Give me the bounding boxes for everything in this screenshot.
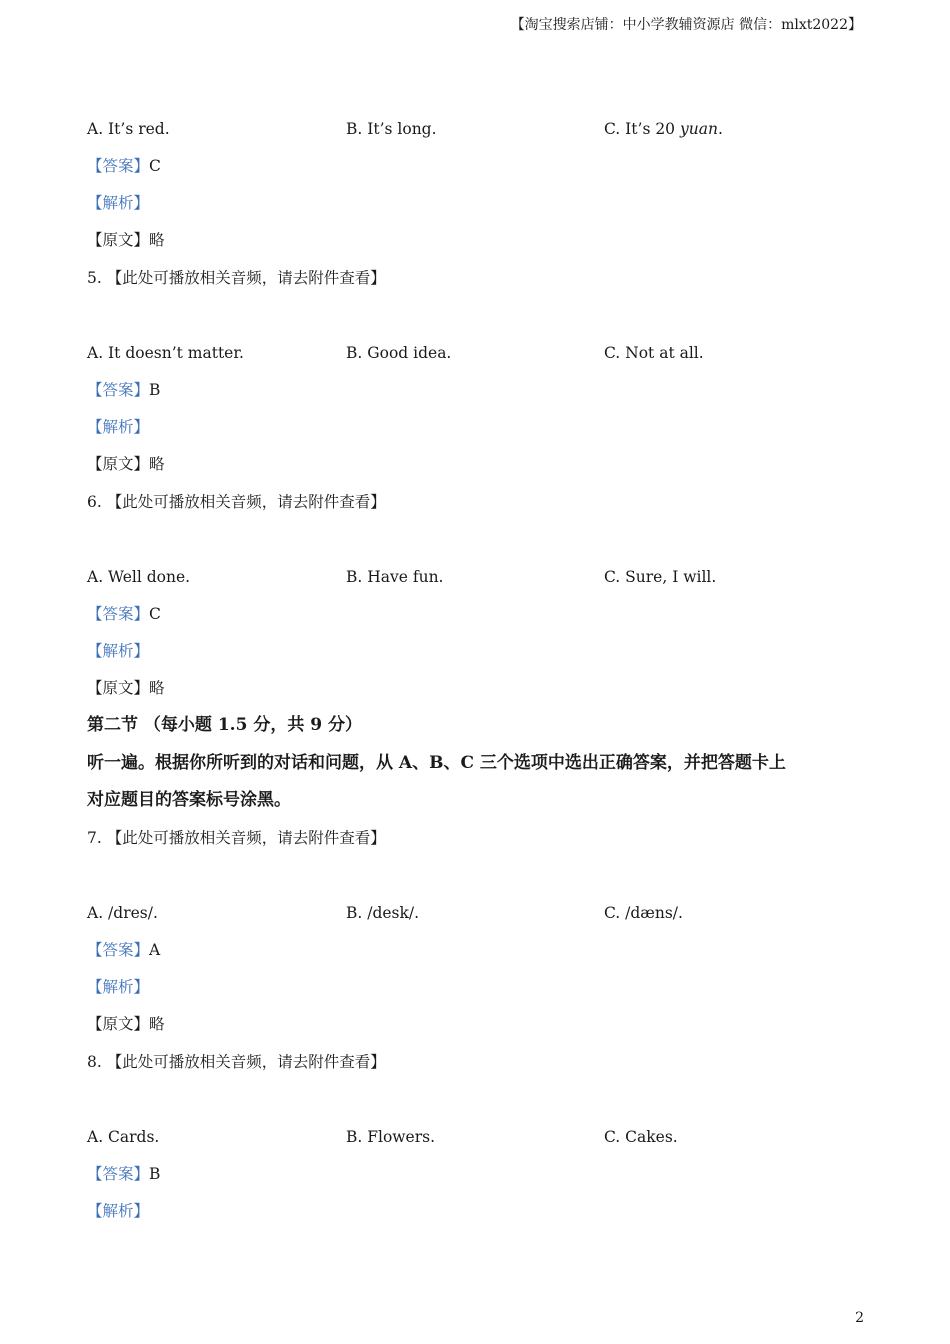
q7-original (87, 1013, 165, 1035)
q5-original (87, 453, 165, 475)
original-label: 【原文】 (87, 1015, 150, 1033)
answer-value: C (149, 157, 161, 175)
q5-answer (87, 379, 160, 401)
original-value: 略 (149, 679, 165, 697)
answer-label: 【答案】 (87, 605, 150, 623)
q8-answer (87, 1163, 160, 1185)
page-number: 2 (855, 1310, 864, 1326)
q6-prompt (87, 491, 386, 513)
answer-value: C (149, 605, 161, 623)
q8-option-a: A. Cards. (87, 1128, 160, 1146)
answer-label: 【答案】 (87, 1165, 150, 1183)
q5-number: 5. (87, 269, 102, 287)
original-value: 略 (149, 1015, 165, 1033)
answer-label: 【答案】 (87, 157, 150, 175)
q4-option-b: B. It’s long. (346, 120, 437, 138)
q6-analysis: 【解析】 (87, 642, 150, 660)
answer-value: B (149, 1165, 161, 1183)
answer-value: A (149, 941, 161, 959)
q5-option-c: C. Not at all. (604, 344, 704, 362)
q7-option-c: C. /dæns/. (604, 904, 683, 922)
section2-instructions-1: 听一遍。根据你所听到的对话和问题，从 A、B、C 三个选项中选出正确答案，并把答题卡上 (87, 753, 786, 773)
section2-title: 第二节 （每小题 1.5 分，共 9 分） (87, 715, 362, 735)
audio-note: 【此处可播放相关音频，请去附件查看】 (106, 1053, 386, 1071)
answer-label: 【答案】 (87, 381, 150, 399)
q8-option-c: C. Cakes. (604, 1128, 678, 1146)
q5-analysis: 【解析】 (87, 418, 150, 436)
q6-original (87, 677, 165, 699)
audio-note: 【此处可播放相关音频，请去附件查看】 (106, 829, 386, 847)
q7-analysis: 【解析】 (87, 978, 150, 996)
q8-analysis: 【解析】 (87, 1202, 150, 1220)
q8-prompt (87, 1051, 386, 1073)
q4-option-c-prefix: C. It’s 20 (604, 120, 680, 138)
q6-option-a: A. Well done. (87, 568, 191, 586)
q8-number: 8. (87, 1053, 102, 1071)
original-value: 略 (149, 231, 165, 249)
q8-option-b: B. Flowers. (346, 1128, 436, 1146)
q4-option-c-italic: yuan (679, 120, 718, 138)
original-label: 【原文】 (87, 679, 150, 697)
q4-option-c (604, 118, 723, 140)
q5-prompt (87, 267, 386, 289)
original-label: 【原文】 (87, 455, 150, 473)
page-header: 【淘宝搜索店铺：中小学教辅资源店 微信：mlxt2022】 (510, 17, 862, 33)
q7-answer (87, 939, 160, 961)
audio-note: 【此处可播放相关音频，请去附件查看】 (106, 493, 386, 511)
audio-note: 【此处可播放相关音频，请去附件查看】 (106, 269, 386, 287)
q6-number: 6. (87, 493, 102, 511)
q4-answer (87, 155, 161, 177)
q5-option-a: A. It doesn’t matter. (87, 344, 244, 362)
original-value: 略 (149, 455, 165, 473)
q4-original (87, 229, 165, 251)
q7-prompt (87, 827, 386, 849)
answer-label: 【答案】 (87, 941, 150, 959)
q6-option-b: B. Have fun. (346, 568, 444, 586)
q4-option-c-suffix: . (717, 120, 723, 138)
original-label: 【原文】 (87, 231, 150, 249)
q4-option-a: A. It’s red. (87, 120, 170, 138)
q4-analysis: 【解析】 (87, 194, 150, 212)
q7-option-a: A. /dres/. (87, 904, 158, 922)
q6-option-c: C. Sure, I will. (604, 568, 717, 586)
q7-number: 7. (87, 829, 102, 847)
q7-option-b: B. /desk/. (346, 904, 420, 922)
q6-answer (87, 603, 161, 625)
q5-option-b: B. Good idea. (346, 344, 452, 362)
answer-value: B (149, 381, 161, 399)
section2-instructions-2: 对应题目的答案标号涂黑。 (87, 790, 291, 810)
